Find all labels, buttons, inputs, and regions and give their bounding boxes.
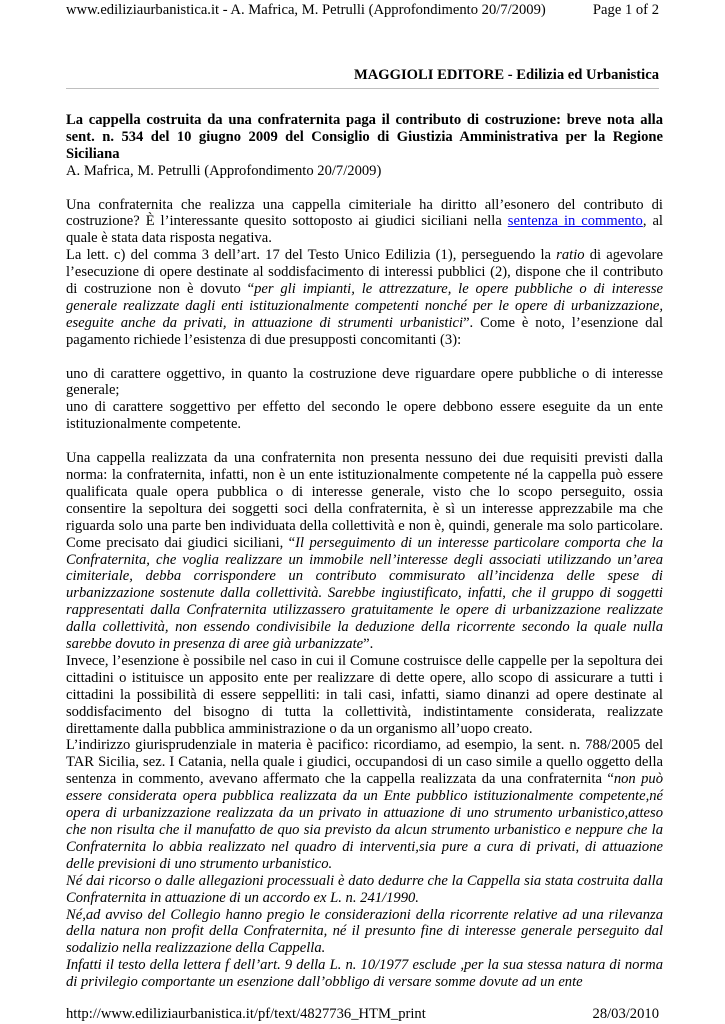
court-quote: Il perseguimento di un interesse particolare comporta che la Confraternita, che voglia realizzare un immobile nell’interesse degli associati utilizzando un’area cimiteriale, debba corrispondere un contributo commisurato all’incidenza delle spese di urbanizzazione sostenute dalla collettività. Sarebbe ingiustificato, infatti, che il gruppo di soggetti rappresentati dalla Confraternita utilizzassero gratuitamente le opere di urbanizzazione realizzate dalla collettività, non essendo condivisibile la deduzione della ricorrente secondo la quale nulla sarebbe dovuto in presenza di aree già urbanizzate [66,534,663,653]
paragraph-jurisprudence [66,737,663,872]
paragraph-law [66,247,663,348]
ratio-term: ratio [556,247,585,264]
print-header [66,2,659,20]
article-authors: A. Mafrica, M. Petrulli (Approfondimento 20/7/2009) [66,162,382,179]
text: ”. Come è noto, l’esenzione dal pagamento richiede l’esistenza di due presupposti concomitanti (3): [66,314,663,348]
article-title: La cappella costruita da una confraternita paga il contributo di costruzione: breve nota alla sent. n. 534 del 10 giugno 2009 del Consiglio di Giustizia Amministrativa per la Regione Siciliana [66,112,663,162]
requirement-objective: uno di carattere oggettivo, in quanto la costruzione deve riguardare opere pubbliche o di interesse generale; [66,365,663,399]
requirement-subjective: uno di carattere soggettivo per effetto del secondo le opere debbono essere eseguite da un ente istituzionalmente competente. [66,399,663,433]
text: Né dai ricorso o dalle allegazioni processuali è dato dedurre che la Cappella sia stata costruita dalla Confraternita in attuazione di un accordo ex L. n. 241/1990. [66,872,663,906]
footer-url: http://www.ediliziaurbanistica.it/pf/text/4827736_HTM_print [66,1006,426,1022]
paragraph-exemption: Invece, l’esenzione è possibile nel caso in cui il Comune costruisce delle cappelle per la sepoltura dei cittadini o istituisce un apposito ente per realizzare di dette opere, allo scopo di assicurare a tutti i cittadini la possibilità di essere seppelliti: in tali casi, infatti, siamo dinanzi ad opere destinate al soddisfacimento del bisogno di tutta la collettività, indistintamente considerata, realizzate direttamente dalla pubblica amministrazione o da un organismo all’uopo creato. [66,652,663,737]
paragraph-quote-4 [66,957,663,991]
paragraph-analysis [66,450,663,653]
text: ”. [363,636,374,653]
text: Una cappella realizzata da una confraternita non presenta nessuno dei due requisiti previsti dalla norma: la confraternita, infatti, non è un ente istituzionalmente competente né la cappella può essere qualificata quale opera pubblica o di interesse generale, visto che lo scopo perseguito, ossia consentire la sepoltura dei soggetti soci della confraternita, è sì un interesse apprezzabile ma che riguarda solo una parte ben individuata della collettività e non è, quindi, generale ma solo particolare. Come precisato dai giudici siciliani, “ [66,450,663,551]
text: Né,ad avviso del Collegio hanno pregio le considerazioni della ricorrente relative ad una rilevanza della natura non profit della Confraternita, né il presunto fine di interesse generale perseguito dal sodalizio nella realizzazione della Cappella. [66,906,663,957]
page-number: Page 1 of 2 [592,2,659,18]
sentenza-link[interactable]: sentenza in commento [507,213,643,230]
text: La lett. c) del comma 3 dell’art. 17 del Testo Unico Edilizia (1), perseguendo la [66,247,557,264]
paragraph-quote-3 [66,907,663,958]
text: di agevolare l’esecuzione di opere destinate al soddisfacimento di interessi pubblici (2), dispone che il contributo di costruzione non è dovuto “ [66,247,663,298]
text: , al quale è stata data risposta negativa. [66,213,663,247]
article-body [66,112,663,991]
publisher-title: MAGGIOLI EDITORE - Edilizia ed Urbanistica [353,67,659,83]
tar-quote: non può essere considerata opera pubblica realizzata da un Ente pubblico istituzionalmente competente,né opera di urbanizzazione realizzata da un privato in attuazione di uno strumento urbanistico,atteso che non risulta che il manufatto de quo sia previsto da alcun strumento urbanistico e neppure che la Confraternita lo abbia realizzato nel quadro di interventi,sia pure a cura di privati, di attuazione delle previsioni di uno strumento urbanistico. [66,771,664,872]
paragraph-quote-2 [66,873,663,907]
header-source: www.ediliziaurbanistica.it - A. Mafrica, M. Petrulli (Approfondimento 20/7/2009) [66,2,546,18]
paragraph-intro [66,197,663,248]
divider [66,88,659,89]
footer-date: 28/03/2010 [592,1006,659,1022]
text: Infatti il testo della lettera f dell’art. 9 della L. n. 10/1977 esclude ,per la sua stessa natura di norma di privilegio comportante un esenzione dall’obbligo di versare somme dovute ad un ente [66,957,663,991]
text: Una confraternita che realizza una cappella cimiteriale ha diritto all’esonero del contributo di costruzione? È l’interessante quesito sottoposto ai giudici siciliani nella [66,196,663,230]
law-quote: per gli impianti, le attrezzature, le opere pubbliche o di interesse generale realizzate dagli enti istituzionalmente competenti nonché per le opere di urbanizzazione, eseguite anche da privati, in attuazione di strumenti urbanistici [66,281,663,331]
text: L’indirizzo giurisprudenziale in materia è pacifico: ricordiamo, ad esempio, la sent. n. 788/2005 del TAR Sicilia, sez. I Catania, nella quale i giudici, occupandosi di un caso simile a quello oggetto della sentenza in commento, avevano affermato che la cappella realizzata da una confraternita “ [66,737,663,788]
